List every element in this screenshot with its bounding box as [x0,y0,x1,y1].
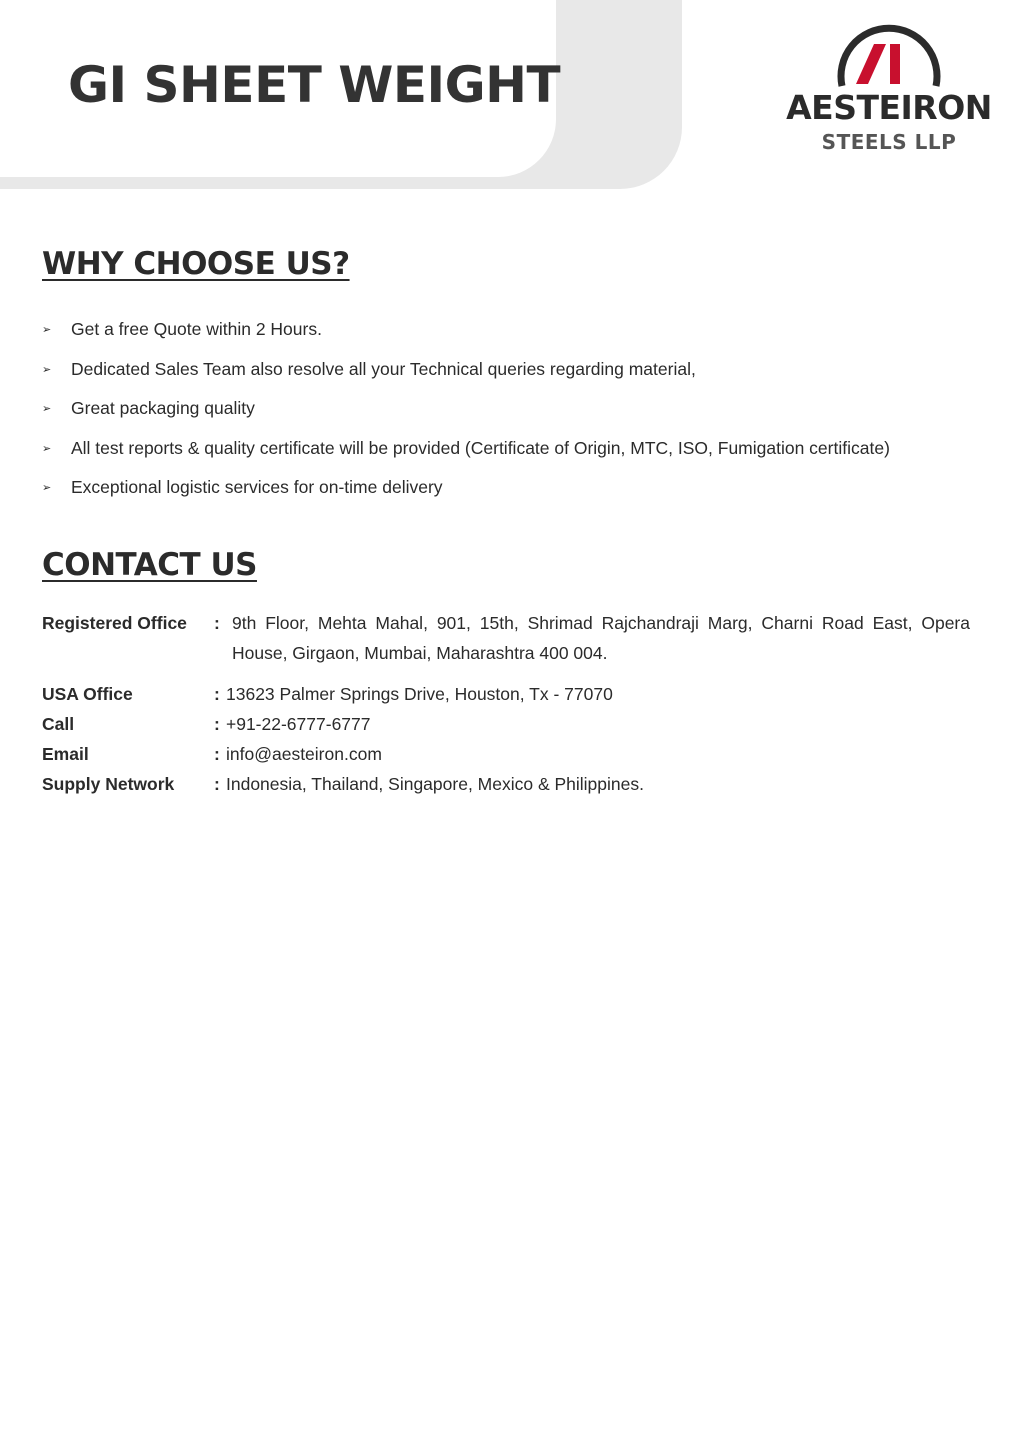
list-item [42,350,982,390]
contact-label: USA Office [42,684,133,704]
arrowhead-bullet-icon: ➢ [42,363,52,376]
usa-office-address: 13623 Palmer Springs Drive, Houston, Tx - 77070 [226,684,613,704]
contact-row-registered-office [42,608,970,668]
list-item-text: Great packaging quality [71,398,255,419]
arrowhead-bullet-icon: ➢ [42,442,52,455]
contact-details [42,608,970,799]
logo-company-name: AESTEIRON [786,88,992,127]
arrowhead-bullet-icon: ➢ [42,482,52,495]
contact-row-call [42,709,970,739]
contact-row-supply-network [42,769,970,799]
list-item [42,429,982,469]
contact-separator: : [214,613,220,633]
logo-company-suffix: STEELS LLP [821,130,957,154]
contact-us-heading: CONTACT US [42,547,257,583]
why-choose-us-list [42,310,982,508]
contact-row-email [42,739,970,769]
list-item [42,389,982,429]
registered-office-address: 9th Floor, Mehta Mahal, 901, 15th, Shrimad Rajchandraji Marg, Charni Road East, Opera House, Girgaon, Mumbai, Maharashtra 400 004. [232,613,970,663]
contact-separator: : [214,684,220,704]
contact-label: Call [42,714,75,734]
list-item-text: Exceptional logistic services for on-time delivery [71,477,443,498]
contact-separator: : [214,714,220,734]
contact-separator: : [214,774,220,794]
contact-label: Email [42,744,89,764]
list-item [42,468,982,508]
logo-mark-icon [786,14,992,94]
company-logo [786,14,992,154]
list-item-text: Dedicated Sales Team also resolve all your Technical queries regarding material, [71,358,696,379]
supply-network-countries: Indonesia, Thailand, Singapore, Mexico & Philippines. [226,774,644,794]
contact-label: Supply Network [42,774,175,794]
email-link[interactable]: info@aesteiron.com [226,744,382,764]
list-item-text: Get a free Quote within 2 Hours. [71,319,322,340]
contact-row-usa-office [42,679,970,709]
phone-number[interactable]: +91-22-6777-6777 [226,714,371,734]
contact-label: Registered Office [42,613,187,633]
contact-separator: : [214,744,220,764]
list-item [42,310,982,350]
why-choose-us-heading: WHY CHOOSE US? [42,246,350,282]
arrowhead-bullet-icon: ➢ [42,403,52,416]
arrowhead-bullet-icon: ➢ [42,324,52,337]
page-title: GI SHEET WEIGHT [68,56,561,114]
list-item-text: All test reports & quality certificate will be provided (Certificate of Origin, MTC, ISO, Fumigation certificate) [71,437,890,458]
